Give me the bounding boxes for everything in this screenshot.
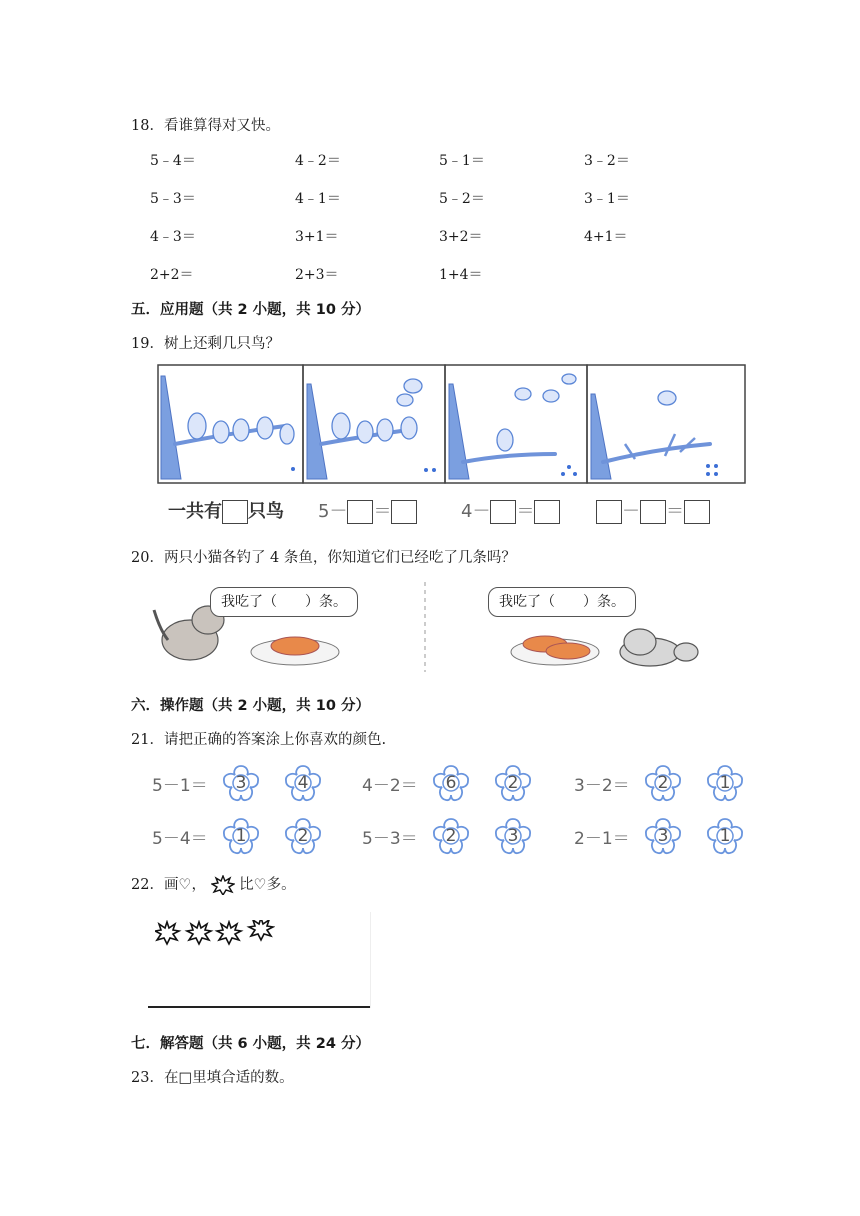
q22-title-a: 22．画♡，: [131, 877, 206, 893]
flower-option[interactable]: [220, 815, 262, 857]
flower-number: 3: [657, 826, 669, 846]
arithmetic-item: 5﹣4＝: [150, 153, 196, 169]
birds-total-row: [168, 497, 284, 524]
flower-number: 1: [235, 826, 247, 846]
total-suffix: 只鸟: [248, 501, 284, 522]
flower-number: 1: [719, 826, 731, 846]
q22-title-b: 比♡多。: [239, 877, 296, 893]
answer-box[interactable]: [596, 500, 622, 524]
question-21-title: 21．请把正确的答案涂上你喜欢的颜色.: [131, 732, 387, 748]
arithmetic-item: 4﹣1＝: [295, 191, 341, 207]
section-5-heading: 五．应用题（共 2 小题，共 10 分）: [131, 302, 370, 318]
expr-num: 5－: [318, 501, 348, 522]
flower-number: 1: [719, 773, 731, 793]
arithmetic-item: 4+1＝: [584, 229, 628, 245]
spiky-star-icon: [187, 922, 211, 944]
answer-box[interactable]: [684, 500, 710, 524]
equals: ＝: [666, 501, 684, 522]
flower-option[interactable]: [704, 762, 746, 804]
flower-number: 2: [507, 773, 519, 793]
flower-number: 3: [235, 773, 247, 793]
flower-option[interactable]: [282, 762, 324, 804]
drawing-baseline: [148, 1006, 370, 1008]
flower-option[interactable]: [430, 815, 472, 857]
arithmetic-item: 2+3＝: [295, 267, 339, 283]
arithmetic-item: 3+1＝: [295, 229, 339, 245]
question-20-title: 20．两只小猫各钓了 4 条鱼，你知道它们已经吃了几条吗？: [131, 550, 516, 566]
equals: ＝: [516, 501, 535, 522]
speech-bubble-right: 我吃了（ ）条。: [488, 587, 636, 617]
arithmetic-item: 4﹣3＝: [150, 229, 196, 245]
arithmetic-item: 5﹣3＝: [150, 191, 196, 207]
arithmetic-item: 5﹣1＝: [439, 153, 485, 169]
flower-number: 3: [507, 826, 519, 846]
answer-box[interactable]: [490, 500, 516, 524]
flower-number: 2: [657, 773, 669, 793]
section-7-heading: 七．解答题（共 6 小题，共 24 分）: [131, 1036, 370, 1052]
flower-expression: 2－1＝: [574, 829, 630, 849]
flower-number: 2: [445, 826, 457, 846]
answer-box[interactable]: [640, 500, 666, 524]
birds-panels-svg: [155, 364, 748, 486]
flower-number: 2: [297, 826, 309, 846]
total-prefix: 一共有: [168, 501, 222, 522]
arithmetic-item: 2+2＝: [150, 267, 194, 283]
answer-box[interactable]: [347, 500, 373, 524]
birds-illustration: [155, 364, 748, 486]
section-6-heading: 六．操作题（共 2 小题，共 10 分）: [131, 698, 370, 714]
flower-option[interactable]: [642, 815, 684, 857]
flower-option[interactable]: [704, 815, 746, 857]
arithmetic-item: 3﹣2＝: [584, 153, 630, 169]
speech-bubble-left: 我吃了（ ）条。: [210, 587, 358, 617]
flower-option[interactable]: [220, 762, 262, 804]
flower-expression: 5－4＝: [152, 829, 208, 849]
flower-expression: 4－2＝: [362, 776, 418, 796]
arithmetic-item: 3﹣1＝: [584, 191, 630, 207]
drawing-area-edge: [370, 912, 371, 1008]
spiky-stars-svg: [155, 920, 275, 946]
flower-option[interactable]: [642, 762, 684, 804]
answer-box[interactable]: [534, 500, 560, 524]
expr-num: 4－: [461, 501, 491, 522]
spiky-star-icon: [217, 922, 241, 944]
flower-expression: 5－3＝: [362, 829, 418, 849]
flower-option[interactable]: [282, 815, 324, 857]
spiky-star-row: [155, 920, 275, 946]
question-19-title: 19．树上还剩几只鸟？: [131, 336, 280, 352]
flower-number: 6: [445, 773, 457, 793]
spiky-star-icon: [211, 875, 235, 895]
spiky-star-icon: [249, 920, 273, 940]
birds-expr-2: [318, 497, 417, 524]
flower-option[interactable]: [492, 762, 534, 804]
arithmetic-item: 1+4＝: [439, 267, 483, 283]
question-18-title: 18．看谁算得对又快。: [131, 118, 280, 134]
birds-expr-4: [596, 497, 710, 524]
arithmetic-item: 5﹣2＝: [439, 191, 485, 207]
flower-option[interactable]: [492, 815, 534, 857]
arithmetic-item: 4﹣2＝: [295, 153, 341, 169]
flower-expression: 3－2＝: [574, 776, 630, 796]
answer-box[interactable]: [222, 500, 248, 524]
question-22-title: [131, 873, 296, 895]
arithmetic-item: 3+2＝: [439, 229, 483, 245]
flower-expression: 5－1＝: [152, 776, 208, 796]
flower-number: 4: [297, 773, 309, 793]
question-23-title: 23．在□里填合适的数。: [131, 1070, 294, 1086]
minus: －: [622, 501, 640, 522]
flower-option[interactable]: [430, 762, 472, 804]
answer-box[interactable]: [391, 500, 417, 524]
spiky-star-icon: [155, 922, 179, 944]
birds-expr-3: [461, 497, 560, 524]
equals: ＝: [373, 501, 392, 522]
